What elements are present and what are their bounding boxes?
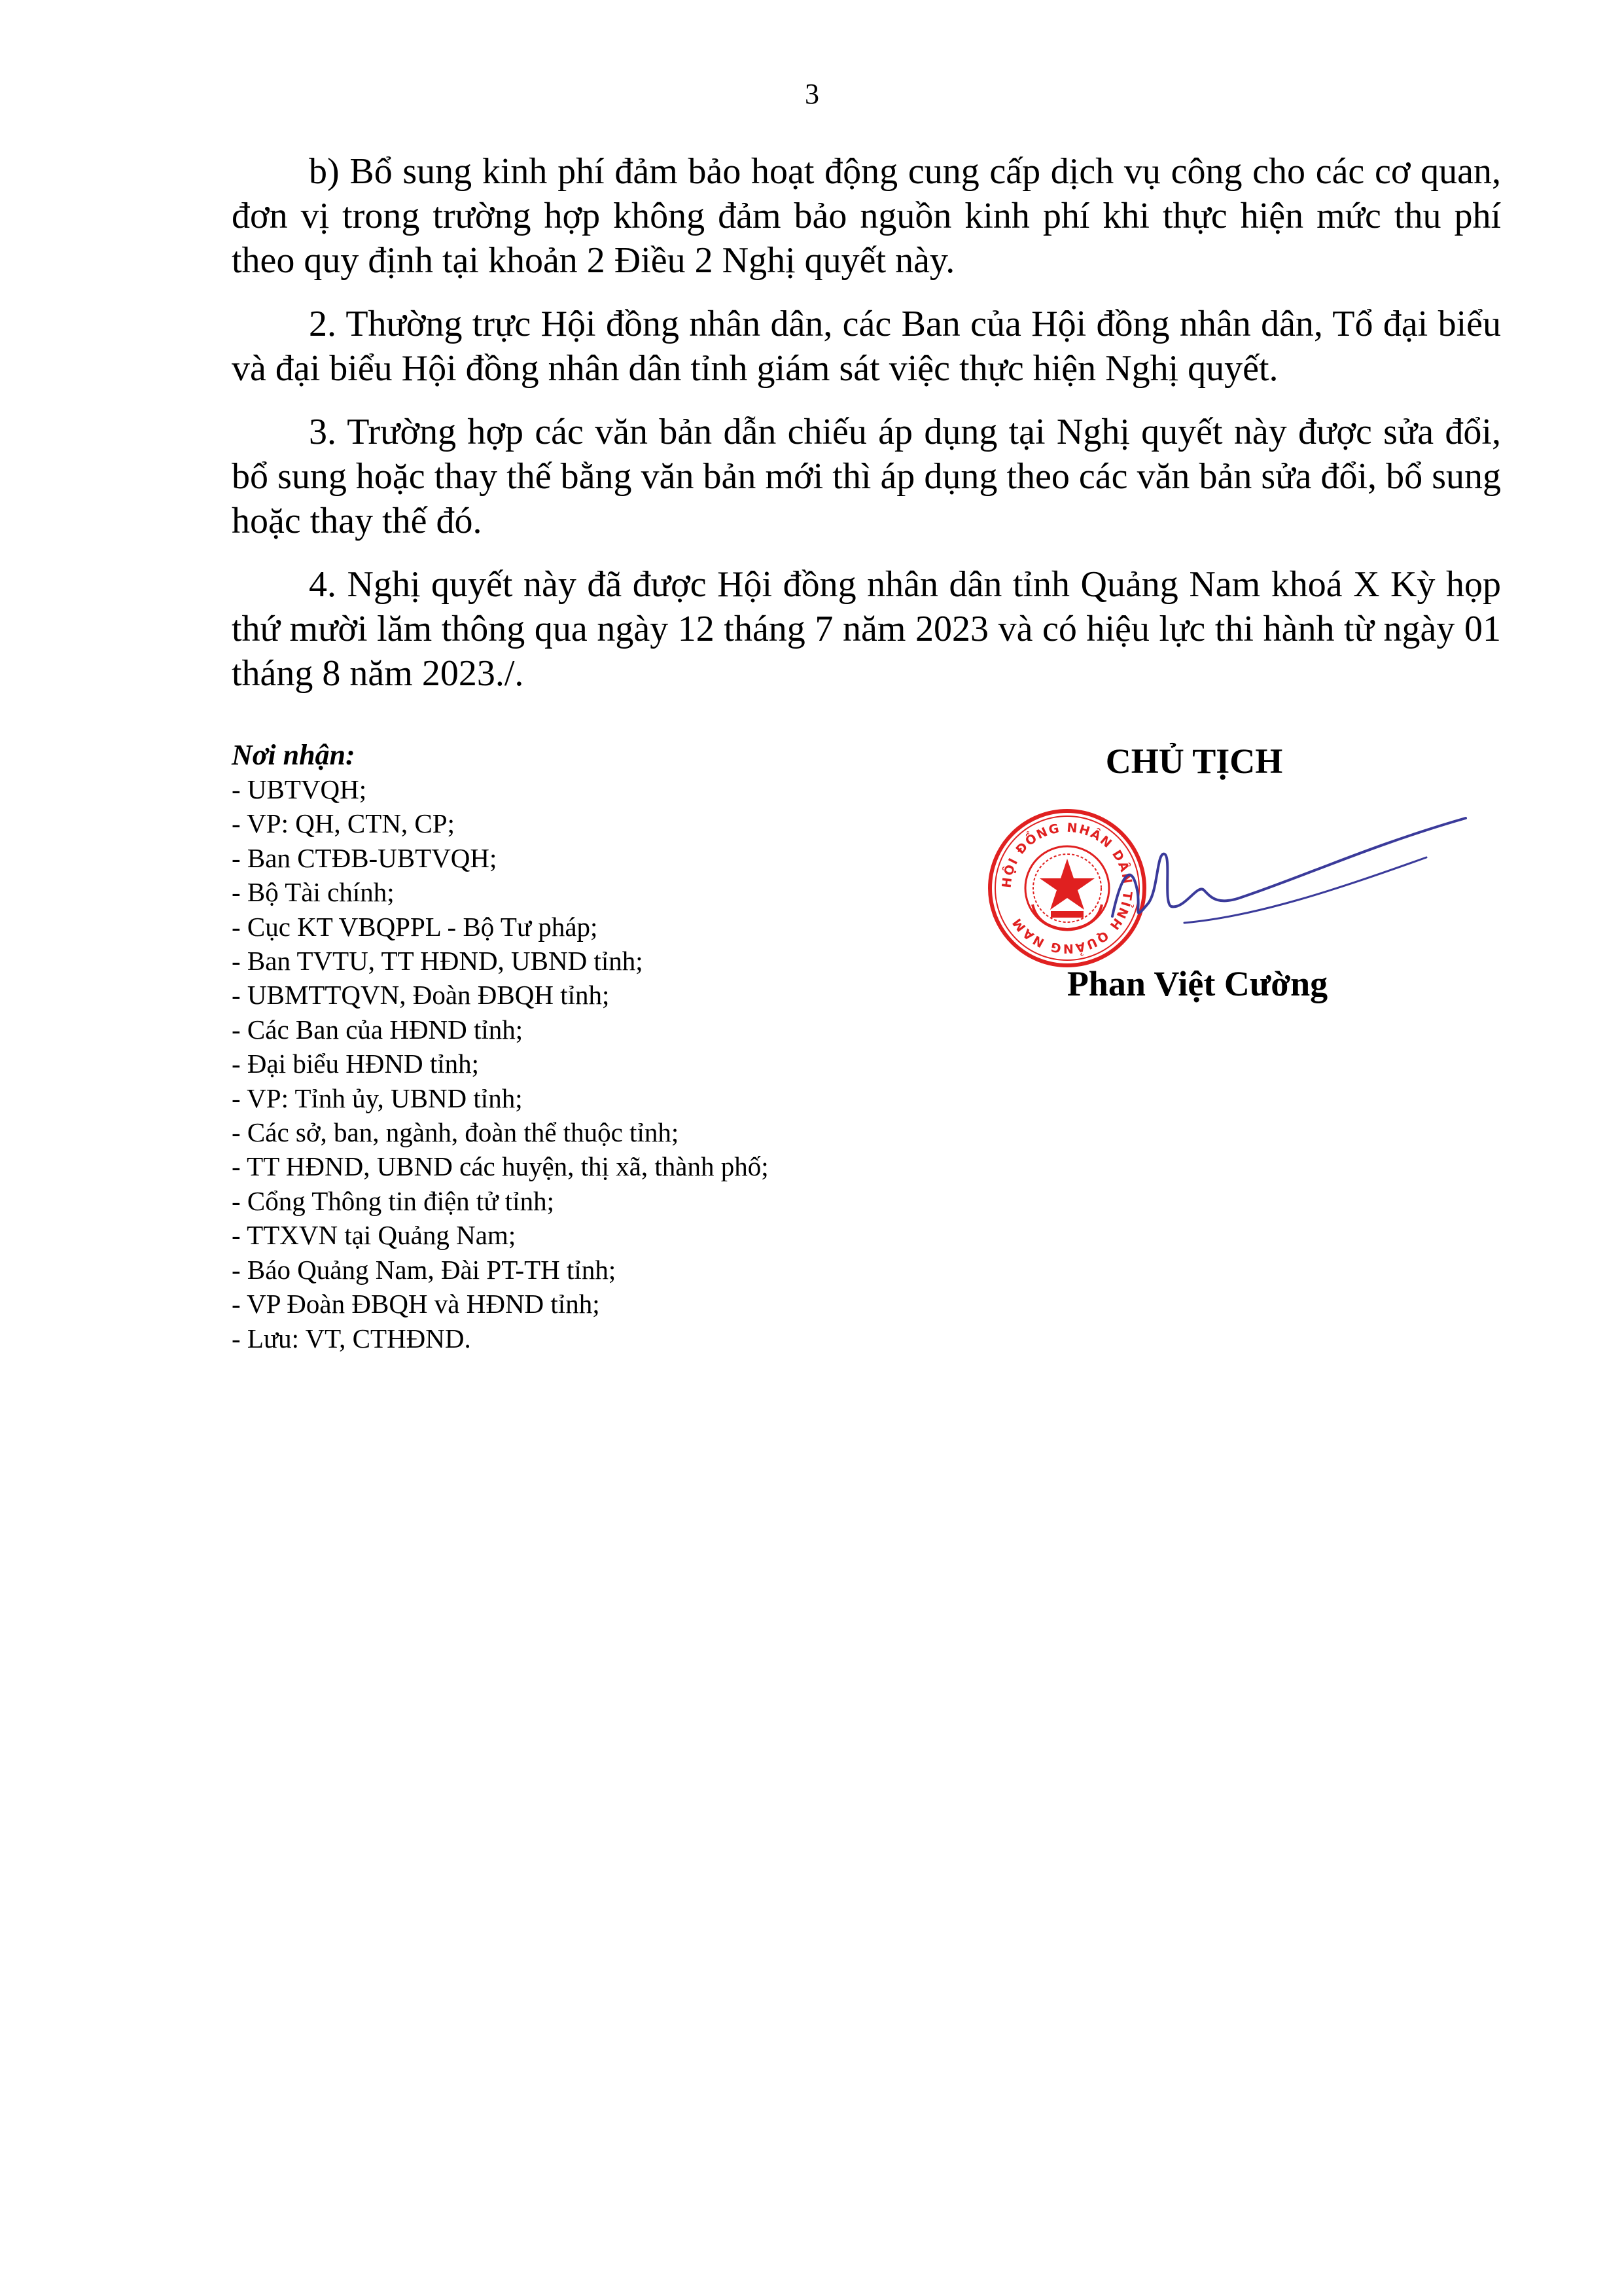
recipient-item: - Đại biểu HĐND tỉnh; bbox=[232, 1049, 480, 1079]
signer-name: Phan Việt Cường bbox=[1067, 964, 1328, 1003]
document-body bbox=[232, 149, 1501, 715]
handwritten-signature-icon bbox=[1086, 792, 1479, 949]
signature-block bbox=[981, 733, 1505, 1034]
recipient-item: - Cổng Thông tin điện tử tỉnh; bbox=[232, 1185, 554, 1216]
recipient-item: - Ban TVTU, TT HĐND, UBND tỉnh; bbox=[232, 946, 643, 977]
recipients-title: Nơi nhận: bbox=[232, 739, 355, 771]
recipient-item: - Cục KT VBQPPL - Bộ Tư pháp; bbox=[232, 911, 598, 942]
recipient-item: - TT HĐND, UBND các huyện, thị xã, thành phố; bbox=[232, 1151, 769, 1182]
paragraph-2: 2. Thường trực Hội đồng nhân dân, các Ban của Hội đồng nhân dân, Tổ đại biểu và đại biểu Hội đồng nhân dân tỉnh giám sát việc thực hiện Nghị quyết. bbox=[232, 304, 1501, 389]
recipient-item: - Các sở, ban, ngành, đoàn thể thuộc tỉnh; bbox=[232, 1117, 679, 1148]
recipients-list bbox=[232, 772, 886, 1355]
recipient-item: - Lưu: VT, CTHĐND. bbox=[232, 1323, 471, 1354]
recipient-item: - VP Đoàn ĐBQH và HĐND tỉnh; bbox=[232, 1289, 600, 1319]
recipient-item: - Báo Quảng Nam, Đài PT-TH tỉnh; bbox=[232, 1254, 616, 1285]
recipient-item: - TTXVN tại Quảng Nam; bbox=[232, 1220, 516, 1251]
recipient-item: - VP: Tỉnh ủy, UBND tỉnh; bbox=[232, 1083, 523, 1113]
paragraph-b: b) Bổ sung kinh phí đảm bảo hoạt động cung cấp dịch vụ công cho các cơ quan, đơn vị trong trường hợp không đảm bảo nguồn kinh phí khi thực hiện mức thu phí theo quy định tại khoản 2 Điều 2 Nghị quyết này. bbox=[232, 151, 1501, 281]
recipient-item: - UBMTTQVN, Đoàn ĐBQH tỉnh; bbox=[232, 980, 610, 1011]
recipient-item: - VP: QH, CTN, CP; bbox=[232, 808, 455, 839]
recipient-item: - Ban CTĐB-UBTVQH; bbox=[232, 842, 497, 873]
recipient-item: - UBTVQH; bbox=[232, 774, 367, 804]
paragraph-4: 4. Nghị quyết này đã được Hội đồng nhân dân tỉnh Quảng Nam khoá X Kỳ họp thứ mười lăm thông qua ngày 12 tháng 7 năm 2023 và có hiệu lực thi hành từ ngày 01 tháng 8 năm 2023./. bbox=[232, 564, 1501, 694]
page-number: 3 bbox=[805, 78, 819, 110]
paragraph-3: 3. Trường hợp các văn bản dẫn chiếu áp dụng tại Nghị quyết này được sửa đổi, bổ sung hoặc thay thế bằng văn bản mới thì áp dụng theo các văn bản sửa đổi, bổ sung hoặc thay thế đó. bbox=[232, 412, 1501, 541]
seal-text: HỘI ĐỒNG NHÂN DÂN TỈNH QUẢNG NAM bbox=[999, 820, 1135, 956]
recipient-item: - Bộ Tài chính; bbox=[232, 877, 395, 908]
recipients-block bbox=[232, 738, 886, 1355]
signer-title: CHỦ TỊCH bbox=[1105, 742, 1283, 781]
recipient-item: - Các Ban của HĐND tỉnh; bbox=[232, 1014, 523, 1045]
